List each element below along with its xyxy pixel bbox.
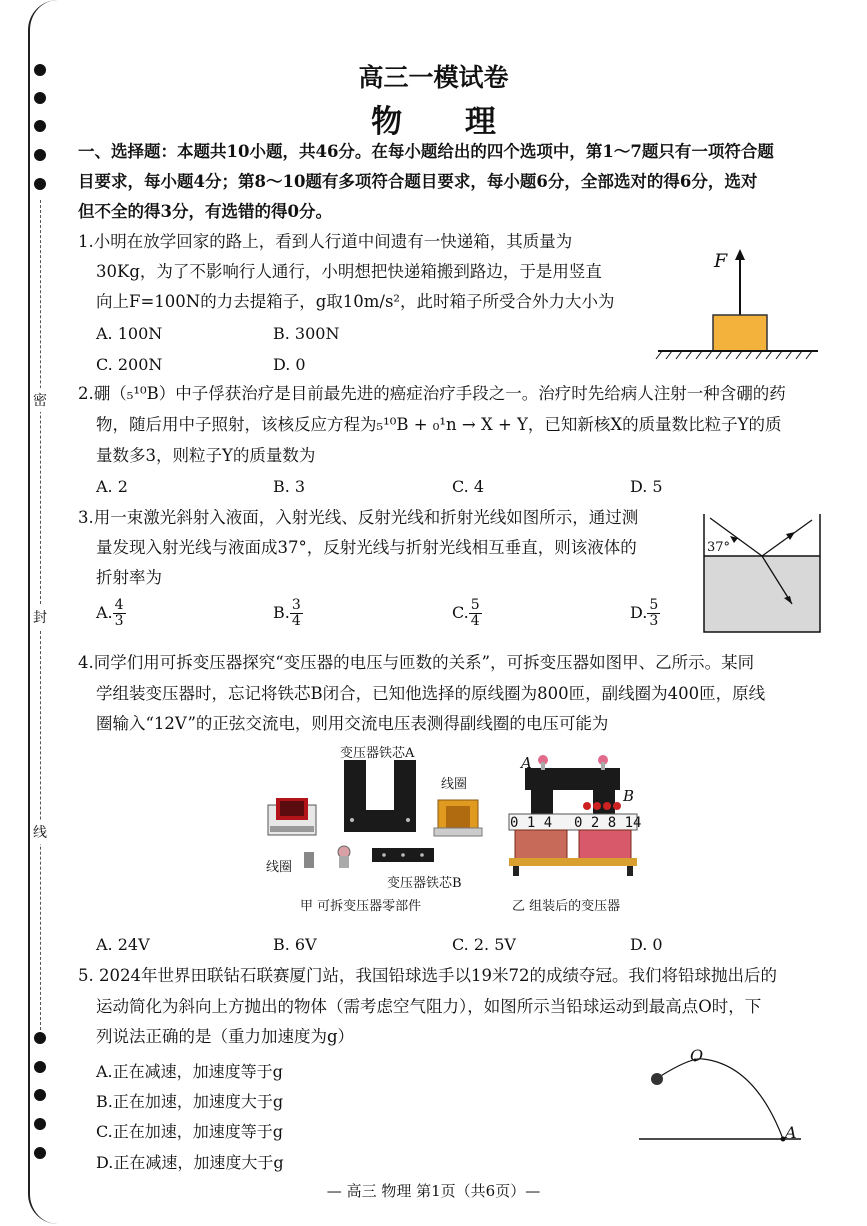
binding-hole — [34, 1147, 46, 1159]
q2-option-d: D. 5 — [630, 477, 663, 496]
denominator: 3 — [649, 613, 659, 629]
q4-option-d: D. 0 — [630, 935, 663, 954]
label-a: A — [521, 754, 532, 772]
page-footer: — 高三 物理 第1页（共6页）— — [326, 1182, 541, 1200]
exam-title: 高三一模试卷 — [358, 63, 509, 92]
binding-char-feng: 封 — [33, 605, 47, 629]
binding-char-mi: 密 — [33, 388, 47, 412]
q1-option-a: A. 100N — [96, 324, 163, 343]
q5-option-c: C.正在加速，加速度等于g — [96, 1122, 284, 1141]
q4-transformer-parts-figure — [260, 740, 500, 895]
q4-stem-line-2: 学组装变压器时，忘记将铁芯B闭合，已知他选择的原线圈为800匝，副线圈为400匝，原线 — [96, 684, 766, 703]
q2-option-c: C. 4 — [452, 477, 485, 496]
q3-option-a-label: A. — [96, 603, 113, 622]
caption-transformer-parts: 甲 可拆变压器零部件 — [300, 899, 422, 914]
q4-stem-line-1: 4.同学们用可拆变压器探究“变压器的电压与匝数的关系”，可拆变压器如图甲、乙所示。某同 — [78, 653, 755, 672]
scale-right: 0 2 8 14 — [574, 815, 642, 831]
numerator: 4 — [114, 597, 124, 613]
section-heading-line-3: 但不全的得3分，有选错的得0分。 — [78, 202, 332, 221]
numerator: 3 — [291, 597, 301, 613]
q5-stem-line-1: 5. 2024年世界田联钻石联赛厦门站，我国铅球选手以19米72的成绩夺冠。我们将铅球抛出后的 — [78, 966, 777, 985]
label-coil-right: 线圈 — [441, 777, 468, 792]
q3-stem-line-2: 量发现入射光线与液面成37°，反射光线与折射光线相互垂直，则该液体的 — [96, 538, 637, 557]
binding-char-xian: 线 — [33, 820, 47, 844]
q3-option-d — [630, 598, 660, 629]
q3-option-d-fraction — [647, 598, 660, 629]
q1-option-d: D. 0 — [273, 355, 306, 374]
q1-stem-line-3: 向上F=100N的力去提箱子，g取10m/s²，此时箱子所受合外力大小为 — [96, 292, 615, 311]
q2-stem-line-1: 2.硼（₅¹⁰B）中子俘获治疗是目前最先进的癌症治疗手段之一。治疗时先给病人注射一种含硼的药 — [78, 384, 786, 403]
q5-stem-line-3: 列说法正确的是（重力加速度为g） — [96, 1027, 355, 1046]
q1-option-c: C. 200N — [96, 355, 163, 374]
q3-option-a — [96, 598, 126, 629]
binding-hole — [34, 1089, 46, 1101]
q1-box-figure — [650, 245, 825, 365]
q4-option-a: A. 24V — [96, 935, 150, 954]
q3-refraction-figure — [700, 512, 825, 637]
q5-option-d: D.正在减速，加速度大于g — [96, 1153, 284, 1172]
binding-hole — [34, 1032, 46, 1044]
q3-option-c-fraction — [469, 598, 482, 629]
q5-label-a: A — [785, 1123, 797, 1142]
section-heading-line-2: 目要求，每小题4分；第8～10题有多项符合题目要求，每小题6分，全部选对的得6分，选对 — [78, 172, 758, 191]
q3-option-b-label: B. — [273, 603, 290, 622]
scale-left: 0 1 4 — [510, 815, 553, 831]
q3-option-b-fraction — [290, 598, 303, 629]
binding-hole — [34, 149, 46, 161]
denominator: 4 — [470, 613, 480, 629]
label-core-a: 变压器铁芯A — [340, 746, 415, 761]
binding-hole — [34, 1118, 46, 1130]
q3-option-d-label: D. — [630, 603, 648, 622]
q1-stem-line-2: 30Kg，为了不影响行人通行，小明想把快递箱搬到路边，于是用竖直 — [96, 262, 602, 281]
label-core-b: 变压器铁芯B — [387, 876, 462, 891]
q4-stem-line-3: 圈输入“12V”的正弦交流电，则用交流电压表测得副线圈的电压可能为 — [96, 714, 609, 733]
q2-option-a: A. 2 — [96, 477, 128, 496]
label-b: B — [623, 787, 635, 805]
q3-option-a-fraction — [113, 598, 126, 629]
label-coil-left: 线圈 — [266, 860, 293, 875]
q3-stem-line-3: 折射率为 — [96, 568, 162, 587]
q3-option-c-label: C. — [452, 603, 469, 622]
denominator: 4 — [291, 613, 301, 629]
binding-hole — [34, 1061, 46, 1073]
numerator: 5 — [649, 597, 659, 613]
subject-title: 物 理 — [371, 104, 522, 140]
binding-hole — [34, 178, 46, 190]
q1-option-b: B. 300N — [273, 324, 340, 343]
q5-option-b: B.正在加速，加速度大于g — [96, 1092, 284, 1111]
q4-option-c: C. 2. 5V — [452, 935, 516, 954]
q5-label-o: O — [690, 1046, 704, 1065]
numerator: 5 — [470, 597, 480, 613]
q4-option-b: B. 6V — [273, 935, 317, 954]
q1-force-label: F — [714, 250, 728, 272]
q5-trajectory-figure — [635, 1045, 810, 1145]
q2-stem-line-2: 物，随后用中子照射，该核反应方程为₅¹⁰B + ₀¹n → X + Y，已知新核X的质量数比粒子Y的质 — [96, 415, 782, 434]
q5-stem-line-2: 运动简化为斜向上方抛出的物体（需考虑空气阻力），如图所示当铅球运动到最高点O时，下 — [96, 997, 762, 1016]
q1-stem-line-1: 1.小明在放学回家的路上，看到人行道中间遗有一快递箱，其质量为 — [78, 232, 573, 251]
denominator: 3 — [114, 613, 124, 629]
caption-assembled-transformer: 乙 组装后的变压器 — [512, 899, 621, 914]
q2-stem-line-3: 量数多3，则粒子Y的质量数为 — [96, 446, 316, 465]
q2-option-b: B. 3 — [273, 477, 306, 496]
q3-angle-label: 37° — [707, 540, 731, 555]
section-heading-line-1: 一、选择题：本题共10小题，共46分。在每小题给出的四个选项中，第1～7题只有一项符合题 — [78, 142, 774, 161]
q5-option-a: A.正在减速，加速度等于g — [96, 1062, 283, 1081]
q3-option-b — [273, 598, 303, 629]
q3-stem-line-1: 3.用一束激光斜射入液面，入射光线、反射光线和折射光线如图所示，通过测 — [78, 508, 639, 527]
q3-option-c — [452, 598, 482, 629]
